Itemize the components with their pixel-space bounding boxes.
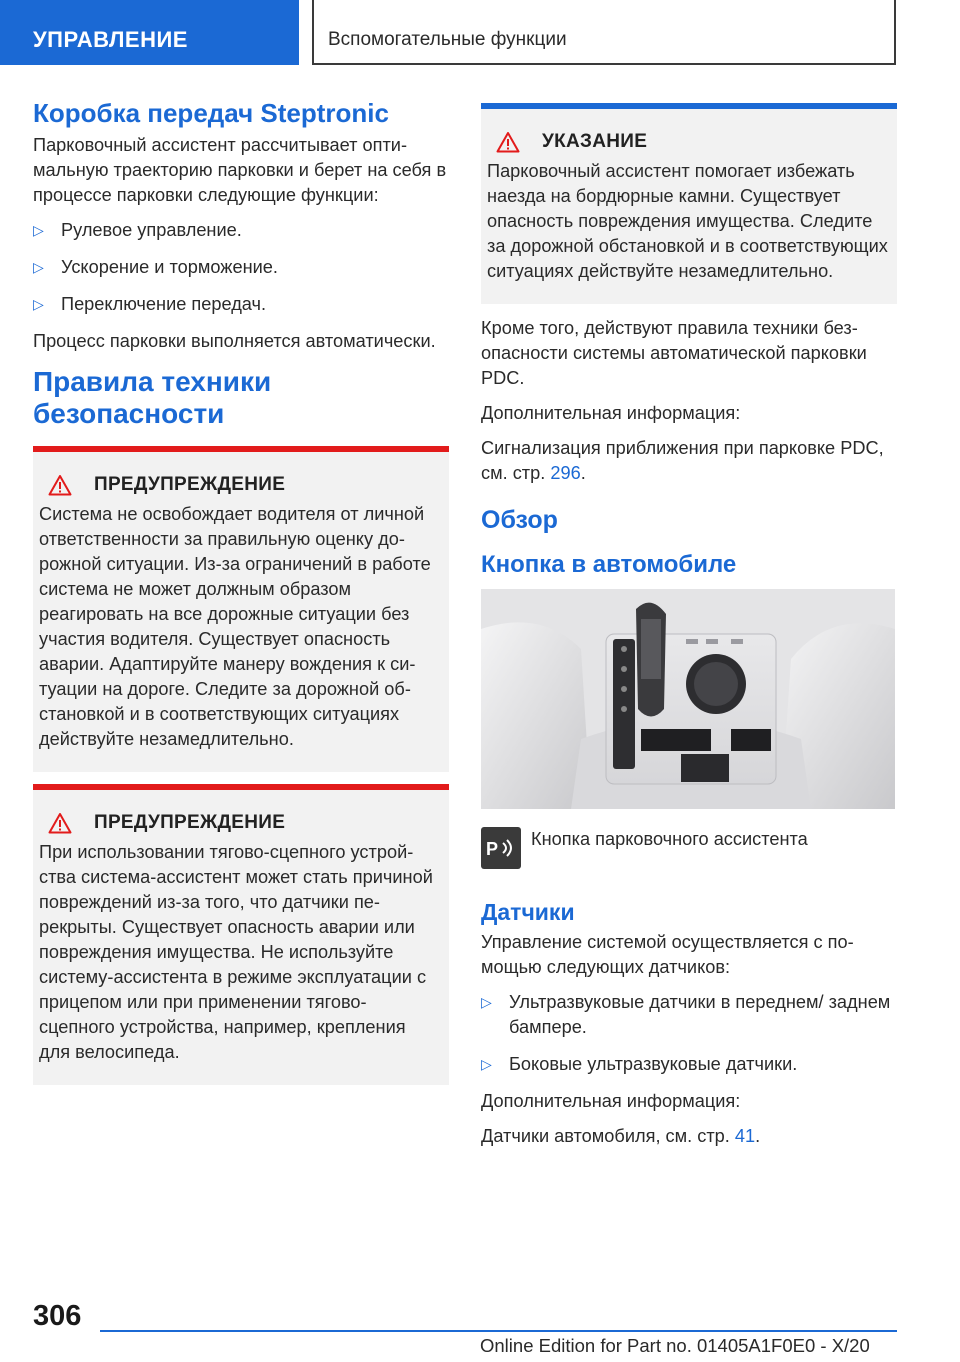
notice-box: [481, 103, 897, 304]
list-item: ▷ Боковые ультразвуковые датчики.: [481, 1052, 897, 1077]
bullet-triangle-icon: ▷: [33, 259, 44, 275]
footer-divider: [100, 1330, 897, 1332]
notice-text: Парковочный ассистент помогает избежать наезда на бордюрные камни. Существует опасность повреждения имущества. Следите за дорожной обстановкой и в соответствующих ситуациях действуйте незамедлительно.: [487, 161, 888, 281]
sensors-heading: Датчики: [481, 899, 575, 925]
page-link[interactable]: 296: [550, 463, 581, 483]
notice-title: УКАЗАНИЕ: [542, 131, 648, 152]
warning-title: ПРЕДУПРЕЖДЕНИЕ: [94, 474, 286, 495]
page-number: 306: [33, 1300, 82, 1332]
bullet-triangle-icon: ▷: [33, 222, 44, 238]
warning-box-2: [33, 784, 449, 1085]
safety-heading: Правила техники безопасности: [33, 366, 272, 429]
notice-triangle-icon: [496, 131, 520, 153]
bullet-triangle-icon: ▷: [33, 296, 44, 312]
parking-assistant-icon: [481, 827, 521, 869]
sensors-reference: Датчики автомобиля, см. стр. 41.: [481, 1126, 761, 1146]
warning-triangle-icon: [48, 474, 72, 496]
center-console-image: [481, 589, 895, 809]
left-column: [33, 98, 449, 1085]
page-link[interactable]: 41: [734, 1126, 756, 1146]
console-photo: [481, 589, 895, 809]
list-item: ▷ Ультразвуковые датчики в переднем/ заднем бампере.: [481, 992, 891, 1037]
chapter-tab: [312, 0, 896, 65]
list-item: ▷ Ускорение и торможение.: [33, 255, 449, 280]
svg-text:P: P: [486, 839, 499, 859]
warning-header: [33, 812, 441, 834]
warning-box-1: [33, 446, 449, 772]
bullet-triangle-icon: ▷: [481, 994, 492, 1010]
right-column: [481, 103, 897, 1159]
sensors-list: [481, 990, 897, 1077]
edition-note: Online Edition for Part no. 01405A1F0E0 - X/20: [480, 1335, 870, 1356]
bullet-triangle-icon: ▷: [481, 1056, 492, 1072]
warning-text: При использовании тягово-сцепного устройства система-ассистент может стать причиной повреждений из-за того, что датчики перекрыты. Существует опасность аварии или повреждения имущества. Не используйте систему-ассистента в режиме эксплуатации с прицепом или при применении тягово-сцепного устройства, например, крепления для велосипеда.: [39, 842, 433, 1062]
more-info-label: Дополнительная информация:: [481, 1091, 741, 1111]
list-item: ▷ Переключение передач.: [33, 292, 449, 317]
overview-heading: Обзор: [481, 506, 558, 534]
warning-text: Система не освобождает водителя от личной ответственности за правильную оценку дорожной ситуации. Из-за ограничений в работе система не может должным образом реагировать на все дорожные ситуации без участия водителя. Существует опасность аварии. Адаптируйте манеру вождения к ситуации на дороге. Следите за дорожной обстановкой и в соответствующих ситуациях действуйте незамедлительно.: [39, 504, 431, 749]
rules-text: Кроме того, действуют правила техники безопасности системы автоматической парковки PDC.: [481, 318, 867, 388]
steptronic-intro: Парковочный ассистент рассчитывает оптимальную траекторию парковки и берет на себя в процессе парковки следующие функции:: [33, 135, 447, 205]
warning-title: ПРЕДУПРЕЖДЕНИЕ: [94, 812, 286, 833]
steptronic-outro: Процесс парковки выполняется автоматически.: [33, 331, 436, 351]
chapter-label: Вспомогательные функции: [328, 29, 567, 50]
section-tab: [0, 0, 299, 65]
more-info-label: Дополнительная информация:: [481, 403, 741, 423]
notice-header: [481, 131, 889, 153]
warning-triangle-icon: [48, 812, 72, 834]
caption-text: Кнопка парковочного ассистента: [531, 829, 808, 849]
section-label: УПРАВЛЕНИЕ: [33, 27, 188, 52]
pdc-reference: Сигнализация приближения при парковке PDC, см. стр. 296.: [481, 438, 884, 483]
steptronic-list: [33, 218, 449, 317]
steptronic-heading: Коробка передач Steptronic: [33, 98, 389, 128]
button-caption: [481, 827, 897, 869]
list-item: ▷ Рулевое управление.: [33, 218, 449, 243]
sensors-intro: Управление системой осуществляется с помощью следующих датчиков:: [481, 932, 854, 977]
warning-header: [33, 474, 441, 496]
button-heading: Кнопка в автомобиле: [481, 551, 737, 578]
